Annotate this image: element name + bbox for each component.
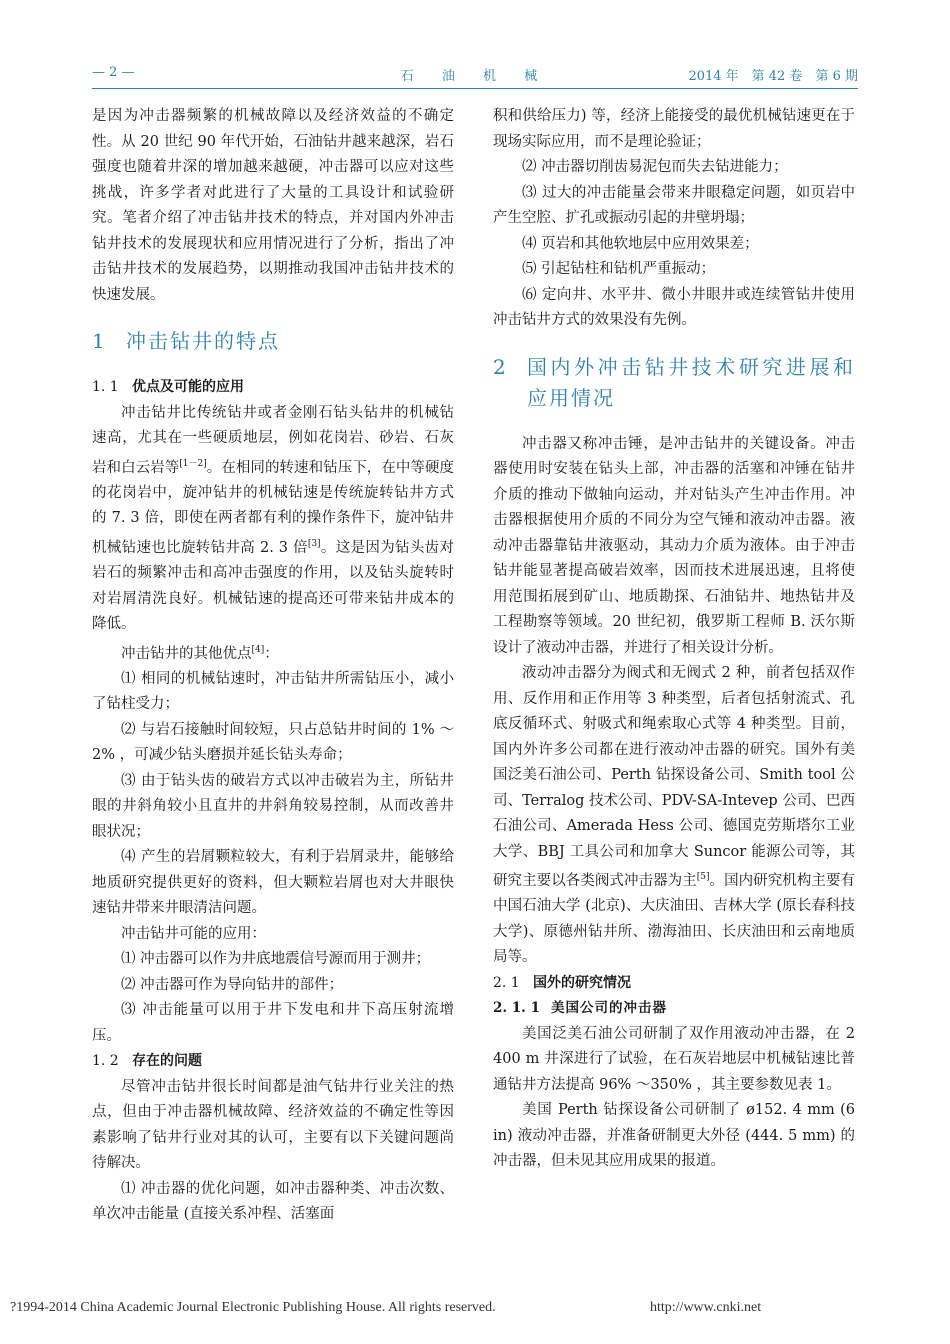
intro-paragraph: 是因为冲击器频繁的机械故障以及经济效益的不确定性。从 20 世纪 90 年代开始，石油钻井越来越深，岩石强度也随着井深的增加越来越硬，冲击器可以应对这些挑战，许多学者对此进行了大量的工具设计和试验研究。笔者介绍了冲击钻井技术的特点，并对国内外冲击钻井技术的发展现状和应用情况进行了分析，指出了冲击钻井技术的发展趋势，以期推动我国冲击钻井技术的快速发展。 xyxy=(92,108,454,303)
subsection-number: 2. 1. 1 xyxy=(493,1000,540,1017)
citation: [1－2] xyxy=(179,458,207,469)
subsection-number: 2. 1 xyxy=(493,974,520,991)
subsection-title: 美国公司的冲击器 xyxy=(551,1000,667,1017)
list-item: ⑷ 产生的岩屑颗粒较大，有利于岩屑录井，能够给地质研究提供更好的资料，但大颗粒岩屑也对大井眼快速钻井带来井眼清洁问题。 xyxy=(92,849,454,917)
paragraph: 液动冲击器分为阀式和无阀式 2 种，前者包括双作用、反作用和正作用等 3 种类型，后者包括射流式、孔底反循环式、射吸式和绳索取心式等 4 种类型。目前，国内外许多公司都在进行液动冲击器的研究。国外有美国泛美石油公司、Perth 钻探设备公司、Smith tool 公司、Terralog 技术公司、PDV-SA-Intevep 公司、巴西石油公司、Amerada Hess 公司、德国克劳斯塔尔工业大学、BBJ 工具公司和加拿大 Suncor 能源公司等，其研究主要以各类阀式冲击器为主[5]。国内研究机构主要有中国石油大学 (北京)、大庆油田、吉林大学 (原长春科技大学)、原德州钻井所、渤海油田、长庆油田和云南地质局等。 xyxy=(493,665,856,966)
paragraph: 美国 Perth 钻探设备公司研制了 ø152. 4 mm (6 in) 液动冲击器，并准备研制更大外径 (444. 5 mm) 的冲击器，但未见其应用成果的报道。 xyxy=(493,1102,855,1170)
section-title: 国内外冲击钻井技术研究进展和应用情况 xyxy=(527,354,855,410)
list-item: ⑸ 引起钻柱和钻机严重振动； xyxy=(522,261,716,277)
section-title: 冲击钻井的特点 xyxy=(126,329,280,353)
header-rule xyxy=(92,88,858,89)
list-item: ⑶ 由于钻头齿的破岩方式以冲击破岩为主，所钻井眼的井斜角较小且直井的井斜角较易控制，从而改善井眼状况； xyxy=(92,772,454,840)
list-item: ⑹ 定向井、水平井、微小井眼井或连续管钻井使用冲击钻井方式的效果没有先例。 xyxy=(493,286,855,328)
list-item: ⑵ 与岩石接触时间较短，只占总钻井时间的 1% ～2% ，可减少钻头磨损并延长钻头寿命； xyxy=(92,721,454,764)
section-number: 2 xyxy=(493,354,506,379)
list-item: ⑷ 页岩和其他软地层中应用效果差； xyxy=(522,235,759,252)
list-item: ⑶ 过大的冲击能量会带来井眼稳定问题，如页岩中产生空腔、扩孔或振动引起的井壁坍塌； xyxy=(493,184,855,226)
list-item: ⑴ 冲击器的优化问题，如冲击器种类、冲击次数、单次冲击能量 (直接关系冲程、活塞面 xyxy=(92,1180,454,1223)
journal-name: 石 油 机 械 xyxy=(400,69,550,84)
copyright-notice: ?1994-2014 China Academic Journal Electronic Publishing House. All rights reserved. xyxy=(10,1300,496,1315)
paragraph: 美国泛美石油公司研制了双作用液动冲击器，在 2 400 m 井深进行了试验，在石灰岩地层中机械钻速比普通钻井方法提高 96% ～350% ，其主要参数见表 1。 xyxy=(493,1025,855,1093)
list-item: ⑴ 相同的机械钻速时，冲击钻井所需钻压小，减小了钻柱受力； xyxy=(92,670,454,713)
paragraph: 冲击器又称冲击锤，是冲击钻井的关键设备。冲击器使用时安装在钻头上部，冲击器的活塞和冲锤在钻井介质的推动下做轴向运动，并对钻头产生冲击作用。冲击器根据使用介质的不同分为空气锤和液动冲击器。液动冲击器靠钻井液驱动，其动力介质为液体。由于冲击钻井能显著提高破岩效率，因而技术进展迅速，且将使用范围拓展到矿山、地质勘探、石油钻井、地热钻井及工程勘察等领域。20 世纪初，俄罗斯工程师 B. 沃尔斯设计了液动冲击器，并进行了相关设计分析。 xyxy=(493,435,855,656)
list-item: ⑶ 冲击能量可以用于井下发电和井下高压射流增压。 xyxy=(92,1002,454,1044)
list-item: ⑵ 冲击器可作为导向钻井的部件； xyxy=(121,976,344,993)
paragraph: 冲击钻井的其他优点[4]： xyxy=(121,644,279,662)
right-column xyxy=(493,104,855,1175)
subsection-number: 1. 1 xyxy=(92,379,119,395)
subsection-title: 优点及可能的应用 xyxy=(132,379,244,395)
subsection-1-2-heading xyxy=(92,1049,454,1075)
page-footer xyxy=(10,1300,940,1316)
page-number: — 2 — xyxy=(92,65,135,80)
subsection-title: 存在的问题 xyxy=(132,1053,202,1070)
list-item: ⑴ 冲击器可以作为井底地震信号源而用于测井； xyxy=(121,951,431,968)
page-header xyxy=(92,62,858,86)
section-2-heading xyxy=(493,352,855,414)
subsection-2-1-1-heading xyxy=(493,996,855,1022)
issue-info: 2014 年 第 42 卷 第 6 期 xyxy=(688,69,858,84)
section-1-heading xyxy=(92,326,454,357)
citation: [5] xyxy=(696,872,710,882)
paragraph: 尽管冲击钻井很长时间都是油气钻井行业关注的热点，但由于冲击器机械故障、经济效益的不确定性等因素影响了钻井行业对其的认可，主要有以下关键问题尚待解决。 xyxy=(92,1078,454,1172)
citation: [4] xyxy=(251,644,265,655)
citation: [3] xyxy=(307,538,321,549)
subsection-1-1-heading xyxy=(92,375,454,401)
footer-url[interactable]: http://www.cnki.net xyxy=(650,1300,762,1315)
paragraph: 冲击钻井可能的应用： xyxy=(121,925,266,942)
subsection-number: 1. 2 xyxy=(92,1053,119,1070)
subsection-2-1-heading xyxy=(493,971,855,997)
section-number: 1 xyxy=(92,329,105,353)
left-column xyxy=(92,104,454,1228)
list-item: ⑵ 冲击器切削齿易泥包而失去钻进能力； xyxy=(522,159,788,175)
paragraph: 积和供给压力) 等，经济上能接受的最优机械钻速更在于现场实际应用，而不是理论验证； xyxy=(493,108,855,150)
paragraph: 冲击钻井比传统钻井或者金刚石钻头钻井的机械钻速高，尤其在一些硬质地层，例如花岗岩、砂岩、石灰岩和白云岩等[1－2]。在相同的转速和钻压下，在中等硬度的花岗岩中，旋冲钻井的机械钻速是传统旋转钻井方式的 7. 3 倍，即使在两者都有利的操作条件下，旋冲钻井机械钻速也比旋转钻井高 2. 3 倍[3]。这是因为钻头齿对岩石的频繁冲击和高冲击强度的作用，以及钻头旋转时对岩屑清洗良好。机械钻速的提高还可带来钻井成本的降低。 xyxy=(92,404,455,633)
subsection-title: 国外的研究情况 xyxy=(533,974,631,991)
